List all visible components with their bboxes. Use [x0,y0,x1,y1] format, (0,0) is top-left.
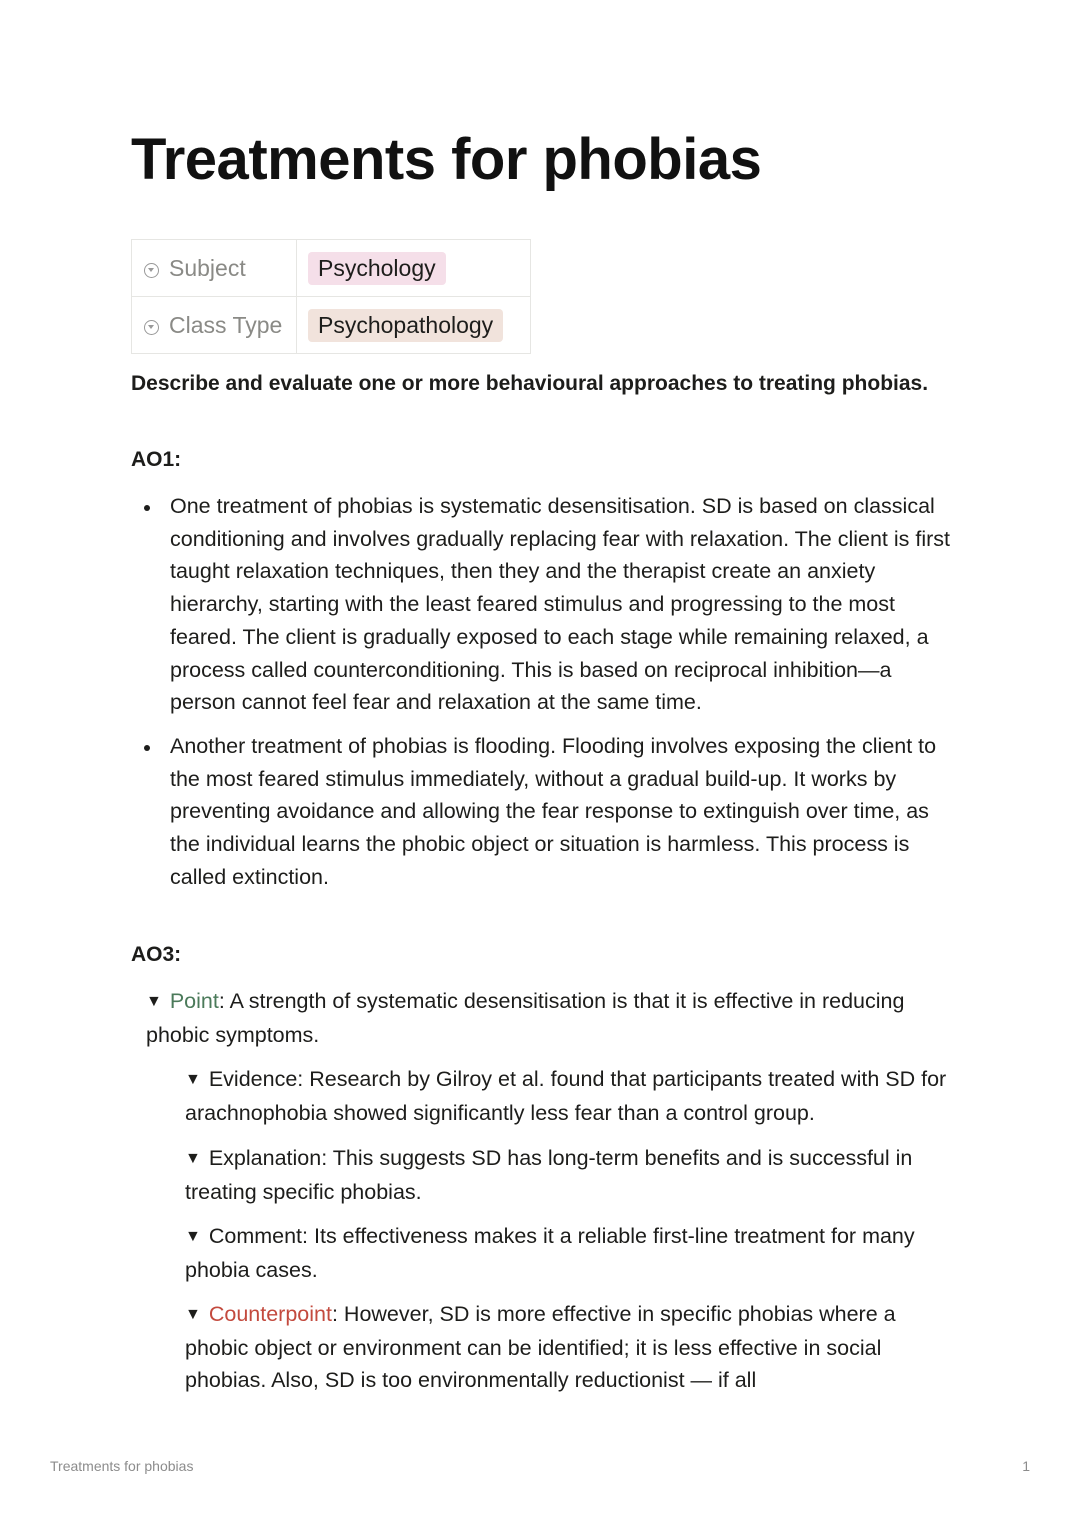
ao1-heading: AO1: [131,448,182,471]
property-key[interactable]: Subject [132,240,297,297]
select-property-icon [144,320,159,335]
ao1-bullet-list [131,490,961,904]
toggle-triangle-icon[interactable]: ▼ [185,1306,201,1323]
toggle-triangle-icon[interactable]: ▼ [185,1228,201,1245]
question-heading: Describe and evaluate one or more behavioural approaches to treating phobias. [131,372,929,395]
property-value[interactable] [297,297,531,354]
point-label: Point [169,989,219,1013]
toggle-point[interactable]: ▼ Point: A strength of systematic desensitisation is that it is effective in reducing phobic symptoms. [146,985,926,1051]
ao3-heading: AO3: [131,943,182,966]
select-property-icon [144,263,159,278]
toggle-triangle-icon[interactable]: ▼ [185,1071,201,1088]
footer-page-number: 1 [1022,1458,1030,1474]
toggle-explanation[interactable]: ▼ Explanation: This suggests SD has long-term benefits and is successful in treating specific phobias. [185,1142,955,1208]
tag-psychopathology[interactable]: Psychopathology [308,309,503,342]
page-title: Treatments for phobias [131,127,762,192]
footer-doc-title: Treatments for phobias [50,1458,194,1474]
tag-psychology[interactable]: Psychology [308,252,446,285]
counterpoint-label: Counterpoint [208,1302,332,1326]
toggle-evidence[interactable]: ▼ Evidence: Research by Gilroy et al. found that participants treated with SD for arachnophobia showed significantly less fear than a control group. [185,1063,955,1129]
toggle-triangle-icon[interactable]: ▼ [146,993,162,1010]
toggle-counterpoint[interactable]: ▼ Counterpoint: However, SD is more effective in specific phobias where a phobic object or environment can be identified; it is less effective in social phobias. Also, SD is too environmentally reductionist — if all [185,1298,945,1397]
toggle-triangle-icon[interactable]: ▼ [185,1150,201,1167]
property-row-subject [132,240,531,297]
toggle-comment[interactable]: ▼ Comment: Its effectiveness makes it a reliable first-line treatment for many phobia cases. [185,1220,925,1286]
property-row-class-type [132,297,531,354]
property-value[interactable] [297,240,531,297]
property-key[interactable]: Class Type [132,297,297,354]
list-item: One treatment of phobias is systematic desensitisation. SD is based on classical conditioning and involves gradually replacing fear with relaxation. The client is first taught relaxation techniques, then they and the therapist create an anxiety hierarchy, starting with the least feared stimulus and progressing to the most feared. The client is gradually exposed to each stage while remaining relaxed, a process called counterconditioning. This is based on reciprocal inhibition—a person cannot feel fear and relaxation at the same time. [131,490,961,719]
list-item: Another treatment of phobias is flooding. Flooding involves exposing the client to the most feared stimulus immediately, without a gradual build-up. It works by preventing avoidance and allowing the fear response to extinguish over time, as the individual learns the phobic object or situation is harmless. This process is called extinction. [131,730,961,894]
properties-table [131,239,531,354]
